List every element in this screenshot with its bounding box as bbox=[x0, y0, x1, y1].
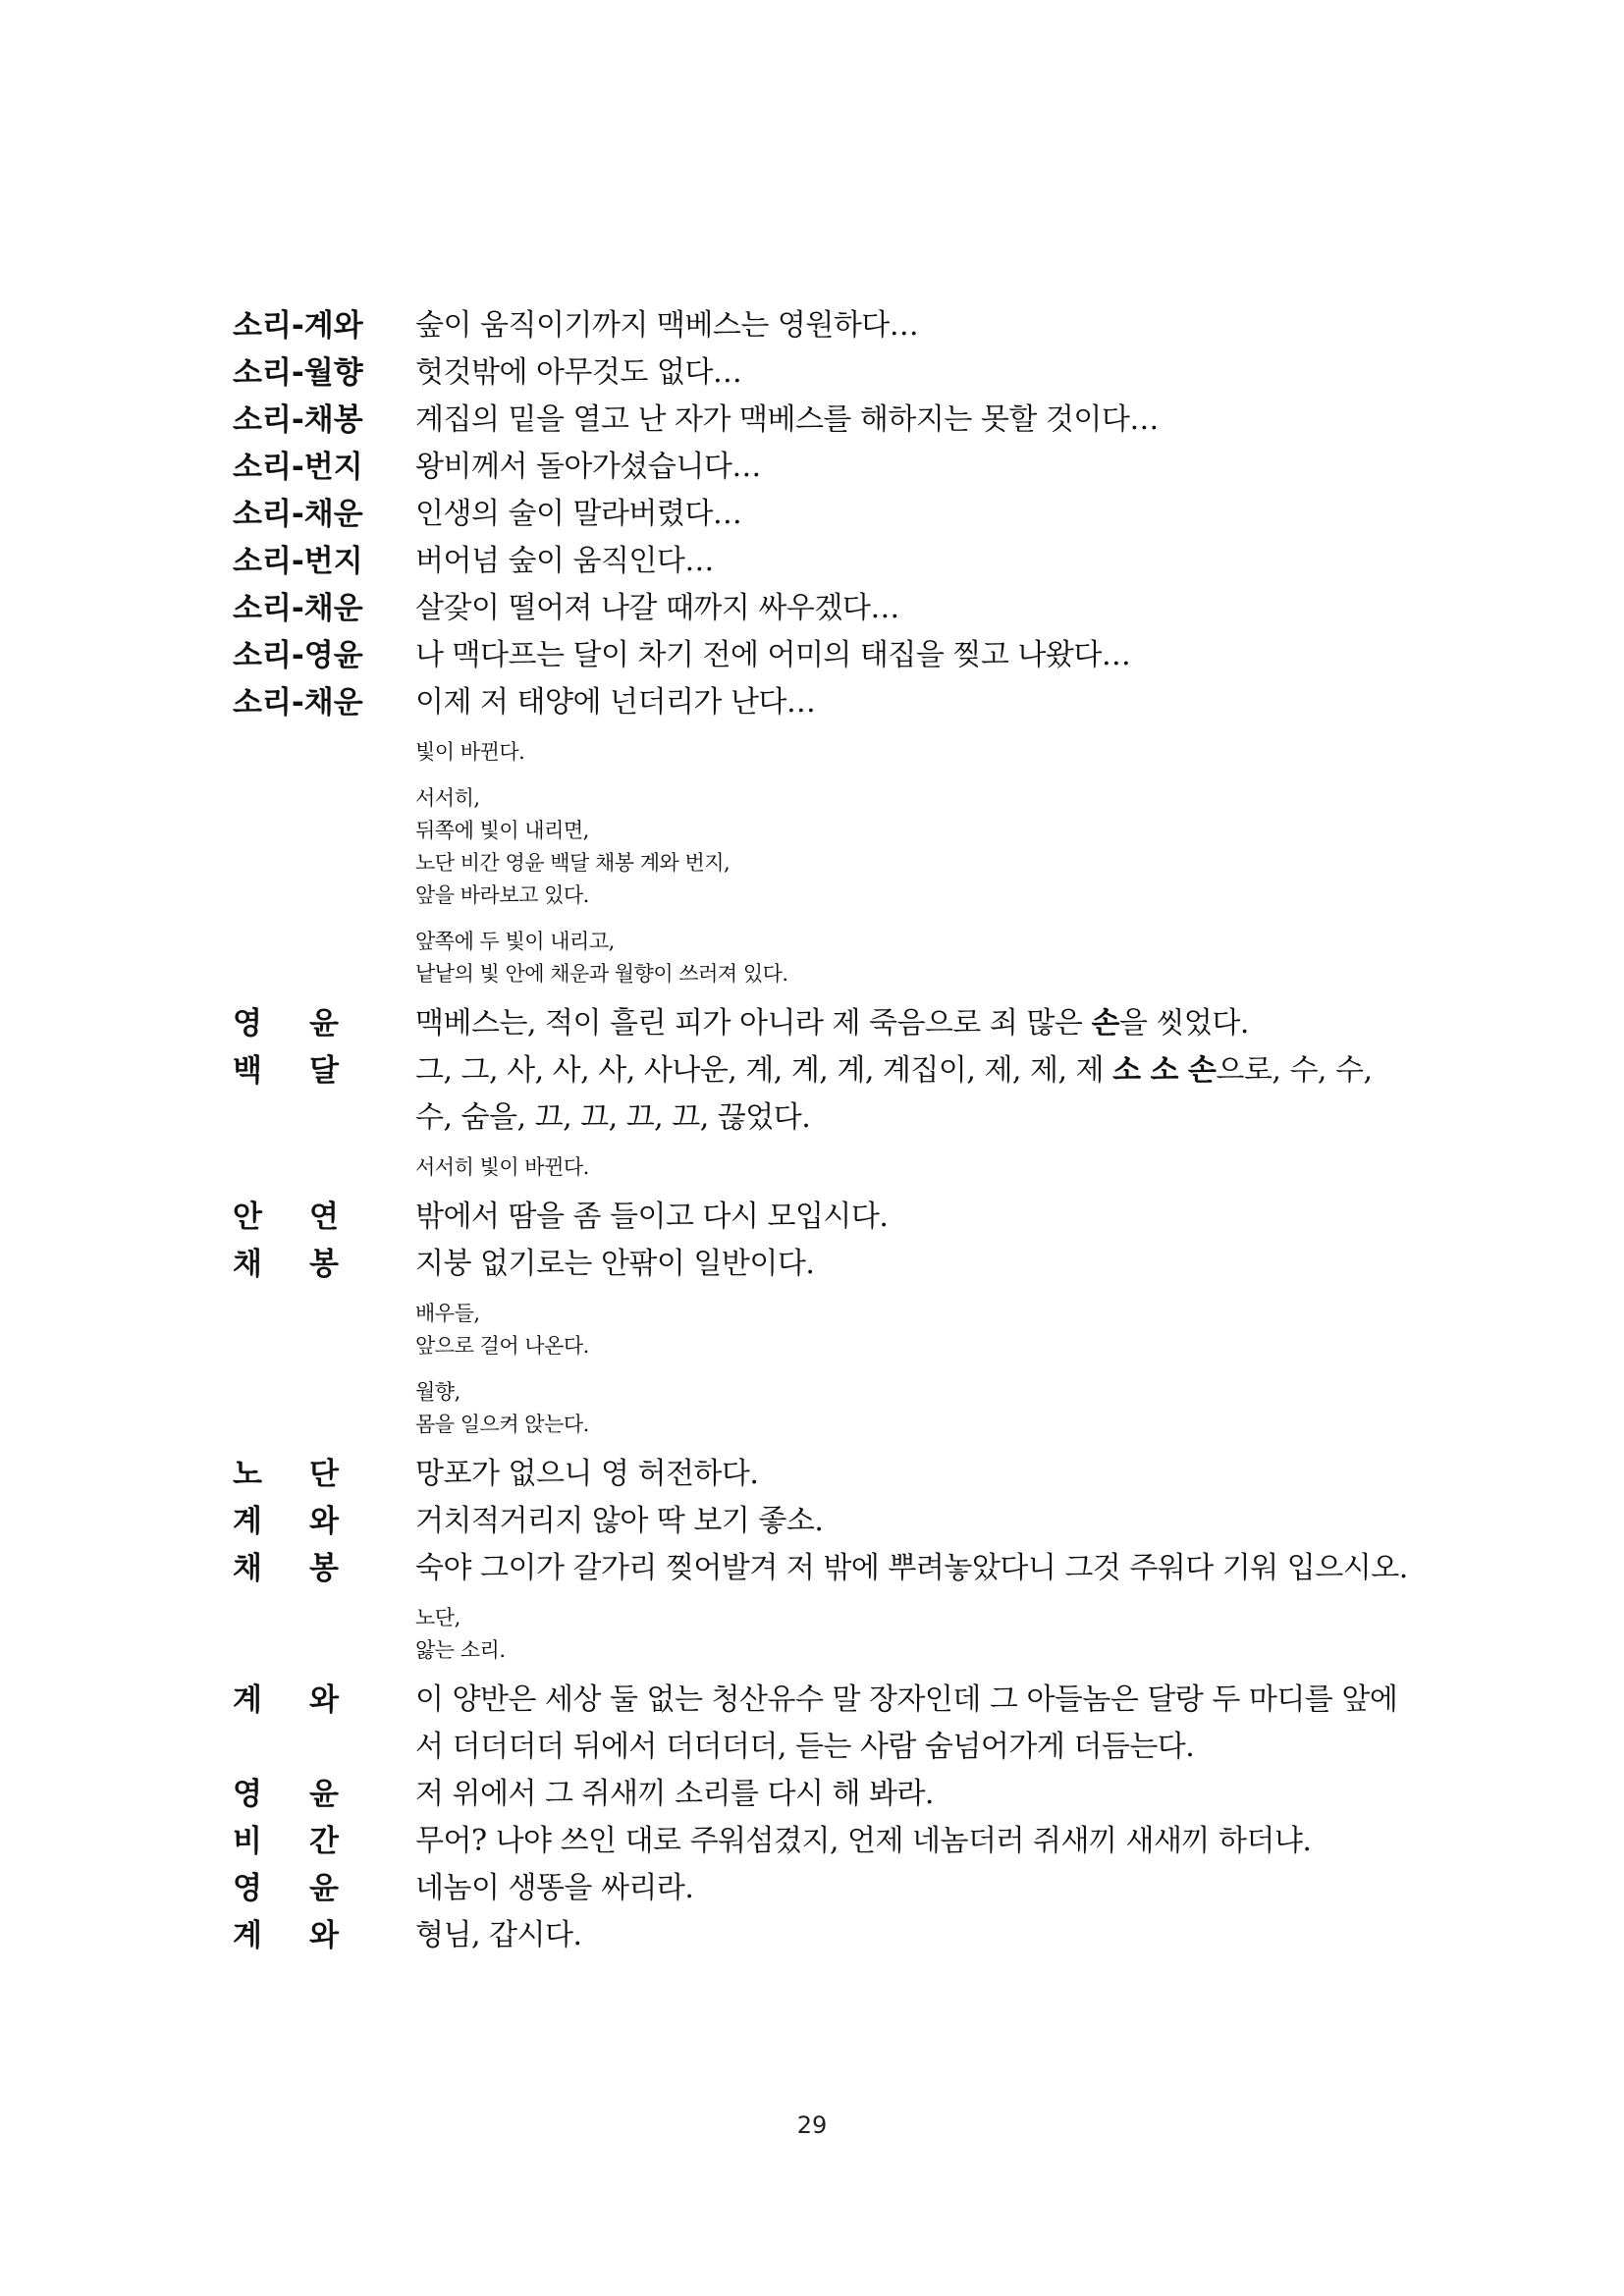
dialogue-line bbox=[233, 1865, 1411, 1912]
dialogue-text: 살갗이 떨어져 나갈 때까지 싸우겠다… bbox=[415, 591, 899, 625]
speaker-char: 와 bbox=[309, 1504, 339, 1539]
stage-direction-line: 앞으로 걸어 나온다. bbox=[415, 1334, 589, 1358]
dialogue-text: 헛것밖에 아무것도 없다… bbox=[415, 355, 742, 390]
speaker-name: 소리-번지 bbox=[233, 450, 363, 485]
speaker-char: 계 bbox=[233, 1918, 262, 1953]
dialogue-line bbox=[233, 679, 1411, 726]
speaker-char: 간 bbox=[309, 1824, 339, 1859]
dialogue-text-part: 그, 그, 사, 사, 사, 사나운, 계, 계, 계, 계집이, 제, 제, 제 bbox=[415, 1053, 1113, 1088]
stage-direction bbox=[415, 926, 1411, 990]
dialogue-line bbox=[233, 1047, 1411, 1142]
dialogue-line bbox=[233, 538, 1411, 585]
speaker-name: 소리-채운 bbox=[233, 591, 363, 626]
dialogue-line bbox=[233, 1912, 1411, 1959]
speaker-char: 영 bbox=[233, 1871, 262, 1906]
script-body bbox=[233, 302, 1411, 1959]
speaker-char: 계 bbox=[233, 1504, 262, 1539]
speaker-char: 달 bbox=[309, 1053, 339, 1089]
speaker-char: 채 bbox=[233, 1551, 262, 1586]
speaker-name bbox=[233, 1771, 415, 1818]
dialogue-text: 밖에서 땀을 좀 들이고 다시 모입시다. bbox=[415, 1200, 889, 1234]
speaker-char: 봉 bbox=[309, 1551, 339, 1586]
dialogue-line bbox=[233, 397, 1411, 444]
stage-direction bbox=[415, 782, 1411, 912]
stage-direction-line: 앞을 바라보고 있다. bbox=[415, 883, 589, 907]
dialogue-text-part: 을 씻었다. bbox=[1118, 1006, 1249, 1041]
dialogue-text: 인생의 술이 말라버렸다… bbox=[415, 497, 742, 531]
stage-direction bbox=[415, 1151, 1411, 1184]
speaker-char: 백 bbox=[233, 1053, 262, 1089]
stage-direction-line: 몸을 일으켜 앉는다. bbox=[415, 1413, 589, 1436]
dialogue-text: 거치적거리지 않아 딱 보기 좋소. bbox=[415, 1504, 824, 1538]
dialogue-text: 네놈이 생똥을 싸리라. bbox=[415, 1871, 694, 1905]
speaker-char: 연 bbox=[309, 1200, 339, 1235]
dialogue-line bbox=[233, 1451, 1411, 1498]
dialogue-line bbox=[233, 1818, 1411, 1865]
dialogue-line bbox=[233, 1771, 1411, 1818]
speaker-char: 영 bbox=[233, 1777, 262, 1812]
stage-direction-line: 빛이 바뀐다. bbox=[415, 740, 525, 764]
speaker-name bbox=[233, 1498, 415, 1545]
dialogue-text: 형님, 갑시다. bbox=[415, 1918, 582, 1952]
dialogue-text-part: 맥베스는, 적이 흘린 피가 아니라 제 죽음으로 죄 많은 bbox=[415, 1006, 1092, 1041]
stage-direction-line: 앞쪽에 두 빛이 내리고, bbox=[415, 930, 615, 953]
dialogue-text: 버어넘 숲이 움직인다… bbox=[415, 544, 714, 578]
speaker-name bbox=[233, 1194, 415, 1241]
stage-direction bbox=[415, 736, 1411, 769]
speaker-name: 소리-채봉 bbox=[233, 402, 363, 438]
dialogue-text: 무어? 나야 쓰인 대로 주워섬겼지, 언제 네놈더러 쥐새끼 새새끼 하더냐. bbox=[415, 1824, 1312, 1858]
speaker-char: 윤 bbox=[309, 1006, 339, 1041]
speaker-name bbox=[233, 1912, 415, 1959]
speaker-char: 와 bbox=[309, 1918, 339, 1953]
speaker-char: 비 bbox=[233, 1824, 262, 1859]
page-number: 29 bbox=[796, 2111, 828, 2139]
dialogue-line bbox=[233, 302, 1411, 349]
dialogue-line bbox=[233, 1241, 1411, 1288]
dialogue-text: 숙야 그이가 갈가리 찢어발겨 저 밖에 뿌려놓았다니 그것 주워다 기워 입으시오. bbox=[415, 1551, 1408, 1585]
dialogue-line bbox=[233, 1545, 1411, 1592]
speaker-name bbox=[233, 1000, 415, 1047]
dialogue-line bbox=[233, 1000, 1411, 1047]
dialogue-text: 망포가 없으니 영 허전하다. bbox=[415, 1457, 759, 1491]
speaker-name bbox=[233, 1047, 415, 1095]
speaker-char: 와 bbox=[309, 1682, 339, 1718]
speaker-char: 영 bbox=[233, 1006, 262, 1041]
dialogue-text: 왕비께서 돌아가셨습니다… bbox=[415, 450, 761, 484]
emphasized-word: 손 bbox=[1091, 1006, 1119, 1041]
speaker-char: 채 bbox=[233, 1247, 262, 1282]
dialogue-text bbox=[415, 1000, 1411, 1047]
dialogue-line bbox=[233, 444, 1411, 491]
speaker-name bbox=[233, 1241, 415, 1288]
speaker-name bbox=[233, 1818, 415, 1865]
speaker-char: 안 bbox=[233, 1200, 262, 1235]
speaker-char: 노 bbox=[233, 1457, 262, 1492]
speaker-name: 소리-채운 bbox=[233, 497, 363, 532]
dialogue-line bbox=[233, 1677, 1411, 1771]
speaker-name bbox=[233, 1677, 415, 1724]
dialogue-text: 나 맥다프는 달이 차기 전에 어미의 태집을 찢고 나왔다… bbox=[415, 638, 1131, 672]
dialogue-text bbox=[415, 1047, 1411, 1142]
stage-direction-line: 노단, bbox=[415, 1606, 460, 1629]
dialogue-line bbox=[233, 632, 1411, 679]
dialogue-text: 지붕 없기로는 안팎이 일반이다. bbox=[415, 1247, 815, 1281]
dialogue-line bbox=[233, 491, 1411, 538]
speaker-name: 소리-영윤 bbox=[233, 638, 363, 673]
dialogue-text-part: 으로, 수, 수, 수, 숨을, 끄, 끄, 끄, 끄, 끊었다. bbox=[415, 1053, 1381, 1135]
stage-direction bbox=[415, 1376, 1411, 1441]
dialogue-line bbox=[233, 349, 1411, 397]
stage-direction-line: 월향, bbox=[415, 1380, 460, 1404]
dialogue-line bbox=[233, 1194, 1411, 1241]
dialogue-text: 저 위에서 그 쥐새끼 소리를 다시 해 봐라. bbox=[415, 1777, 934, 1811]
stage-direction-line: 낱낱의 빛 안에 채운과 월향이 쓰러져 있다. bbox=[415, 962, 788, 986]
stage-direction-line: 노단 비간 영윤 백달 채봉 계와 번지, bbox=[415, 851, 731, 875]
speaker-char: 윤 bbox=[309, 1777, 339, 1812]
stage-direction bbox=[415, 1602, 1411, 1667]
dialogue-text: 숲이 움직이기까지 맥베스는 영원하다… bbox=[415, 308, 919, 343]
speaker-name: 소리-채운 bbox=[233, 685, 363, 721]
speaker-name bbox=[233, 1865, 415, 1912]
speaker-name: 소리-계와 bbox=[233, 308, 363, 344]
speaker-name bbox=[233, 1545, 415, 1592]
dialogue-line bbox=[233, 585, 1411, 632]
speaker-char: 계 bbox=[233, 1682, 262, 1718]
speaker-char: 단 bbox=[309, 1457, 339, 1492]
dialogue-text: 계집의 밑을 열고 난 자가 맥베스를 해하지는 못할 것이다… bbox=[415, 402, 1159, 437]
stage-direction-line: 앓는 소리. bbox=[415, 1638, 506, 1662]
dialogue-text: 이제 저 태양에 넌더리가 난다… bbox=[415, 685, 816, 720]
speaker-char: 윤 bbox=[309, 1871, 339, 1906]
emphasized-word: 소 소 손 bbox=[1112, 1053, 1217, 1088]
stage-direction-line: 서서히, bbox=[415, 786, 480, 810]
dialogue-line bbox=[233, 1498, 1411, 1545]
speaker-char: 봉 bbox=[309, 1247, 339, 1282]
speaker-name bbox=[233, 1451, 415, 1498]
speaker-name: 소리-번지 bbox=[233, 544, 363, 579]
stage-direction-line: 서서히 빛이 바뀐다. bbox=[415, 1155, 589, 1179]
stage-direction-line: 배우들, bbox=[415, 1302, 480, 1325]
dialogue-text: 이 양반은 세상 둘 없는 청산유수 말 장자인데 그 아들놈은 달랑 두 마디를 앞에서 더더더더 뒤에서 더더더더, 듣는 사람 숨넘어가게 더듬는다. bbox=[415, 1682, 1398, 1764]
speaker-name: 소리-월향 bbox=[233, 355, 363, 391]
stage-direction-line: 뒤쪽에 빛이 내리면, bbox=[415, 819, 589, 842]
stage-direction bbox=[415, 1298, 1411, 1362]
